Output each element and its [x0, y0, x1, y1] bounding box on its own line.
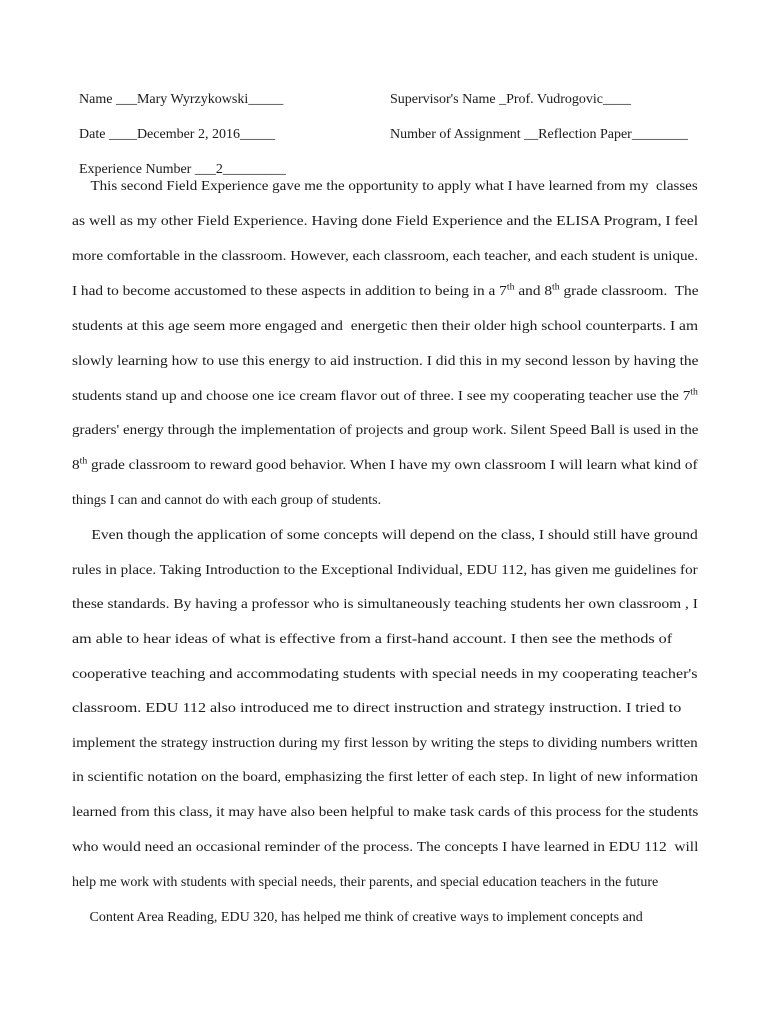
- text-segment: grade classroom. The: [559, 284, 699, 299]
- text-segment: more comfortable in the classroom. However, each classroom, each teacher, and each student is unique.: [72, 249, 699, 264]
- text-segment: grade classroom to reward good behavior. When I have my own classroom I will learn what kind of: [87, 458, 698, 473]
- name-row: [72, 74, 283, 108]
- superscript: th: [506, 281, 515, 292]
- date-value: ____December 2, 2016_____: [108, 127, 275, 142]
- text-line: [72, 909, 643, 926]
- supervisor-value: _Prof. Vudrogovic____: [499, 92, 631, 107]
- text-line: [72, 804, 698, 821]
- text-line: [72, 248, 698, 265]
- text-segment: rules in place. Taking Introduction to the Exceptional Individual, EDU 112, has given me guidelines for: [72, 563, 698, 578]
- text-line: [72, 353, 699, 370]
- text-line: [72, 596, 698, 613]
- name-label: Name: [79, 92, 113, 107]
- text-line: [72, 666, 698, 683]
- assignment-row: [383, 109, 688, 143]
- text-segment: help me work with students with special needs, their parents, and special education teachers in the future: [72, 875, 659, 890]
- experience-value: ___2_________: [194, 162, 286, 177]
- text-segment: Content Area Reading, EDU 320, has helped me think of creative ways to implement concepts and: [72, 910, 643, 925]
- text-line: [72, 769, 698, 786]
- text-line: [72, 213, 698, 230]
- text-line: [72, 283, 699, 300]
- text-segment: 8: [72, 458, 80, 473]
- experience-row: [72, 144, 286, 178]
- text-line: [72, 631, 672, 648]
- superscript: th: [551, 281, 560, 292]
- date-label: Date: [79, 127, 106, 142]
- text-segment: classroom. EDU 112 also introduced me to direct instruction and strategy instruction. I tried to: [72, 701, 682, 716]
- text-segment: students stand up and choose one ice cream flavor out of three. I see my cooperating teacher use the 7: [72, 389, 691, 404]
- text-line: [72, 700, 681, 717]
- text-segment: in scientific notation on the board, emphasizing the first letter of each step. In light of new information: [72, 770, 699, 785]
- text-segment: as well as my other Field Experience. Having done Field Experience and the ELISA Program, I feel: [72, 214, 699, 229]
- date-row: [72, 109, 275, 143]
- text-line: [72, 318, 698, 335]
- text-line: [72, 388, 698, 405]
- text-line: [72, 457, 698, 474]
- text-line: [72, 562, 698, 579]
- text-segment: these standards. By having a professor who is simultaneously teaching students her own classroom , I: [72, 597, 698, 612]
- text-segment: am able to hear ideas of what is effective from a first-hand account. I then see the methods of: [72, 632, 673, 647]
- text-segment: This second Field Experience gave me the opportunity to apply what I have learned from my classes: [72, 179, 698, 194]
- text-segment: implement the strategy instruction during my first lesson by writing the steps to dividing numbers written: [72, 736, 698, 751]
- superscript: th: [79, 455, 88, 466]
- text-segment: learned from this class, it may have also been helpful to make task cards of this process for the students: [72, 805, 699, 820]
- text-line: [72, 492, 381, 509]
- text-segment: graders' energy through the implementation of projects and group work. Silent Speed Ball is used in the: [72, 423, 699, 438]
- supervisor-label: Supervisor's Name: [390, 92, 496, 107]
- text-segment: who would need an occasional reminder of the process. The concepts I have learned in EDU 112 will: [72, 840, 699, 855]
- text-segment: students at this age seem more engaged and energetic then their older high school counterparts. I am: [72, 319, 699, 334]
- text-segment: things I can and cannot do with each group of students.: [72, 493, 382, 508]
- text-segment: and 8: [514, 284, 552, 299]
- name-value: ___Mary Wyrzykowski_____: [115, 92, 284, 107]
- text-segment: slowly learning how to use this energy to aid instruction. I did this in my second lesson by having the: [72, 354, 699, 369]
- superscript: th: [690, 386, 698, 397]
- text-line: [72, 874, 658, 891]
- supervisor-row: [383, 74, 631, 108]
- text-segment: Even though the application of some concepts will depend on the class, I should still have ground: [72, 528, 698, 543]
- text-segment: I had to become accustomed to these aspects in addition to being in a 7: [72, 284, 507, 299]
- experience-label: Experience Number: [79, 162, 192, 177]
- assignment-value: __Reflection Paper________: [524, 127, 688, 142]
- text-line: [72, 527, 698, 544]
- text-line: [72, 422, 698, 439]
- text-line: [72, 178, 698, 195]
- assignment-label: Number of Assignment: [390, 127, 521, 142]
- text-segment: cooperative teaching and accommodating students with special needs in my cooperating teacher's: [72, 667, 698, 682]
- text-line: [72, 735, 698, 752]
- text-line: [72, 839, 698, 856]
